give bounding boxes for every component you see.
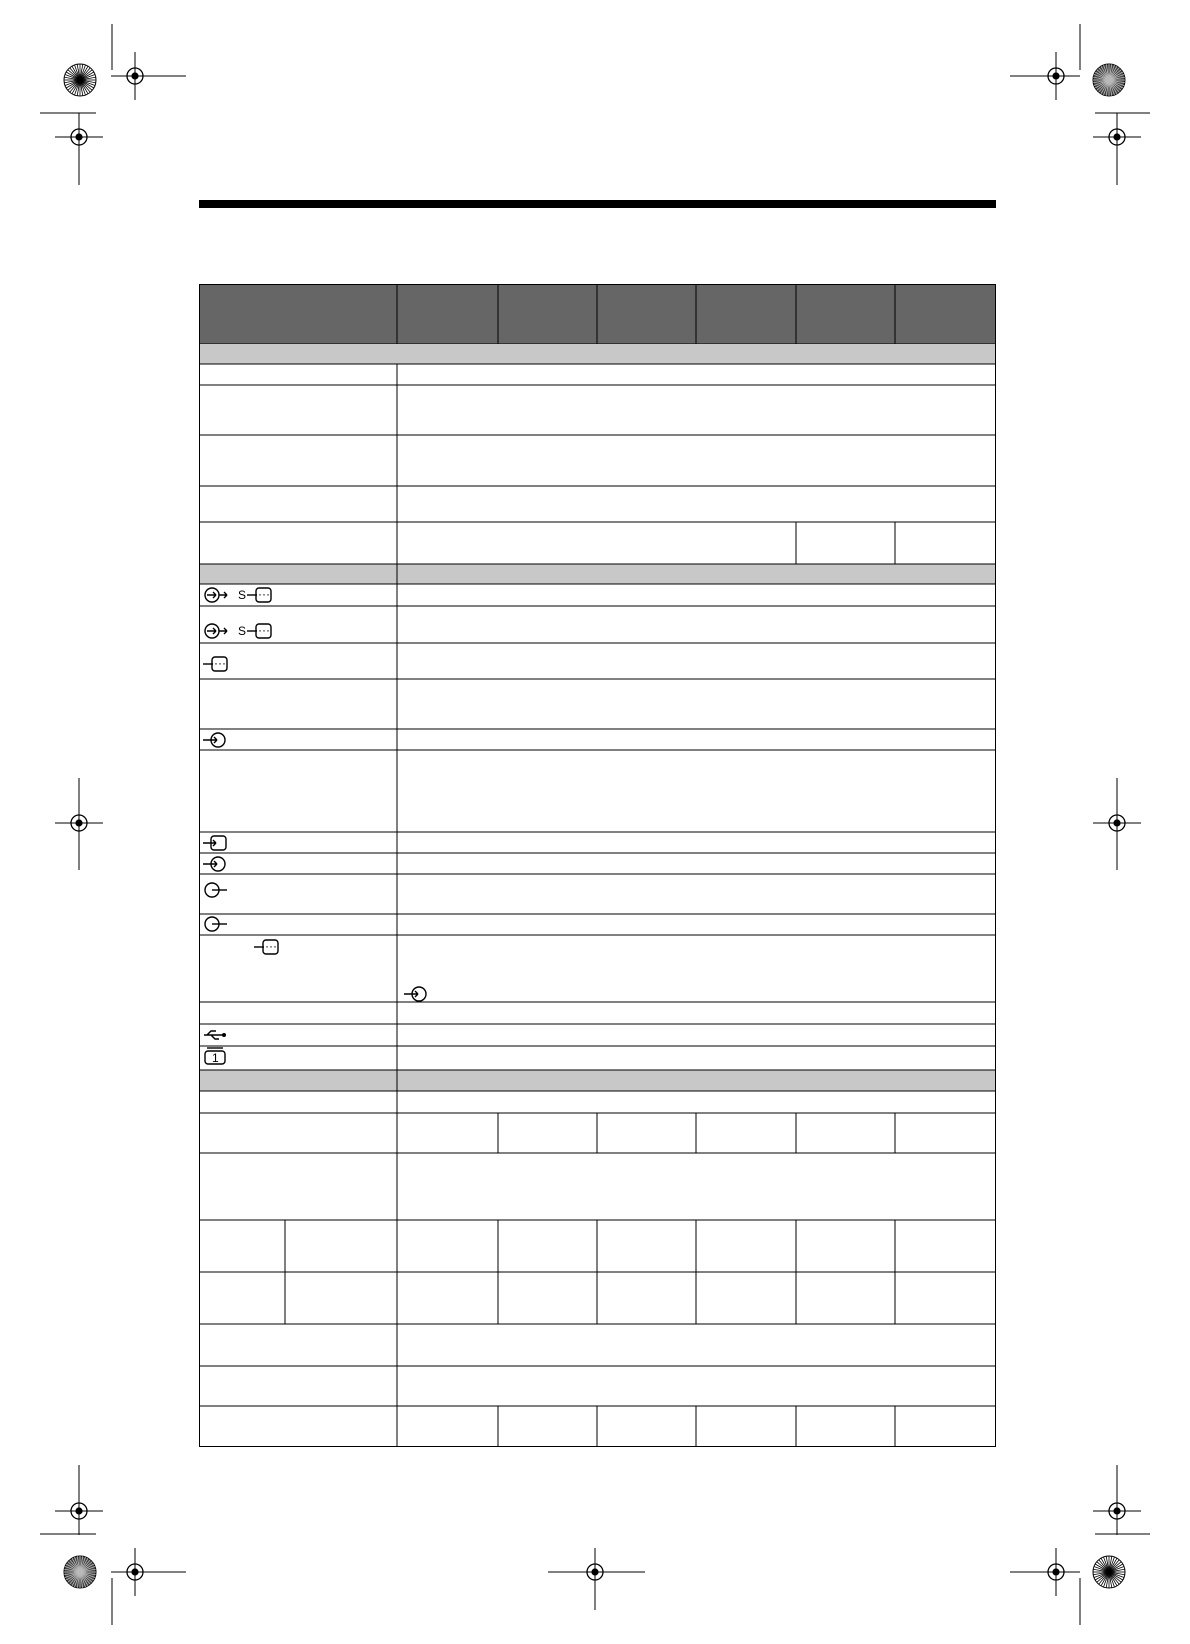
section-band-3 (199, 1070, 996, 1091)
pc-in-icon (254, 939, 278, 954)
svg-text:1: 1 (212, 1051, 219, 1065)
color-calibration-star-icon (64, 64, 96, 96)
svg-text:S: S (238, 588, 247, 602)
av-in-out-icon (205, 588, 227, 602)
header-rule (199, 200, 996, 208)
color-calibration-star-icon (64, 1556, 96, 1588)
svg-text:S: S (238, 624, 247, 638)
registration-target-icon (571, 1548, 619, 1596)
svg-text:···: ··· (214, 656, 226, 670)
section-band-1 (199, 344, 996, 364)
table-grid (199, 284, 996, 1447)
audio-out-icon (205, 883, 227, 897)
svg-text:···: ··· (258, 623, 270, 637)
usb-icon (204, 1031, 226, 1039)
s-video-in-icon (238, 623, 271, 638)
section-band-2 (199, 564, 996, 584)
specification-table (199, 284, 996, 1447)
svg-text:···: ··· (258, 587, 270, 601)
color-calibration-star-icon (1093, 1556, 1125, 1588)
av-in-out-icon (205, 624, 227, 638)
component-in-icon (203, 733, 225, 747)
audio-in-icon (203, 857, 225, 871)
pc-audio-in-icon (404, 987, 426, 1001)
svg-text:···: ··· (265, 939, 277, 953)
s-video-in-icon (238, 587, 271, 602)
card-slot-icon (205, 1048, 225, 1065)
color-calibration-star-icon (1093, 64, 1125, 96)
headphone-out-icon (205, 917, 227, 931)
video-in-icon (203, 656, 227, 671)
hdmi-in-icon (203, 836, 226, 850)
